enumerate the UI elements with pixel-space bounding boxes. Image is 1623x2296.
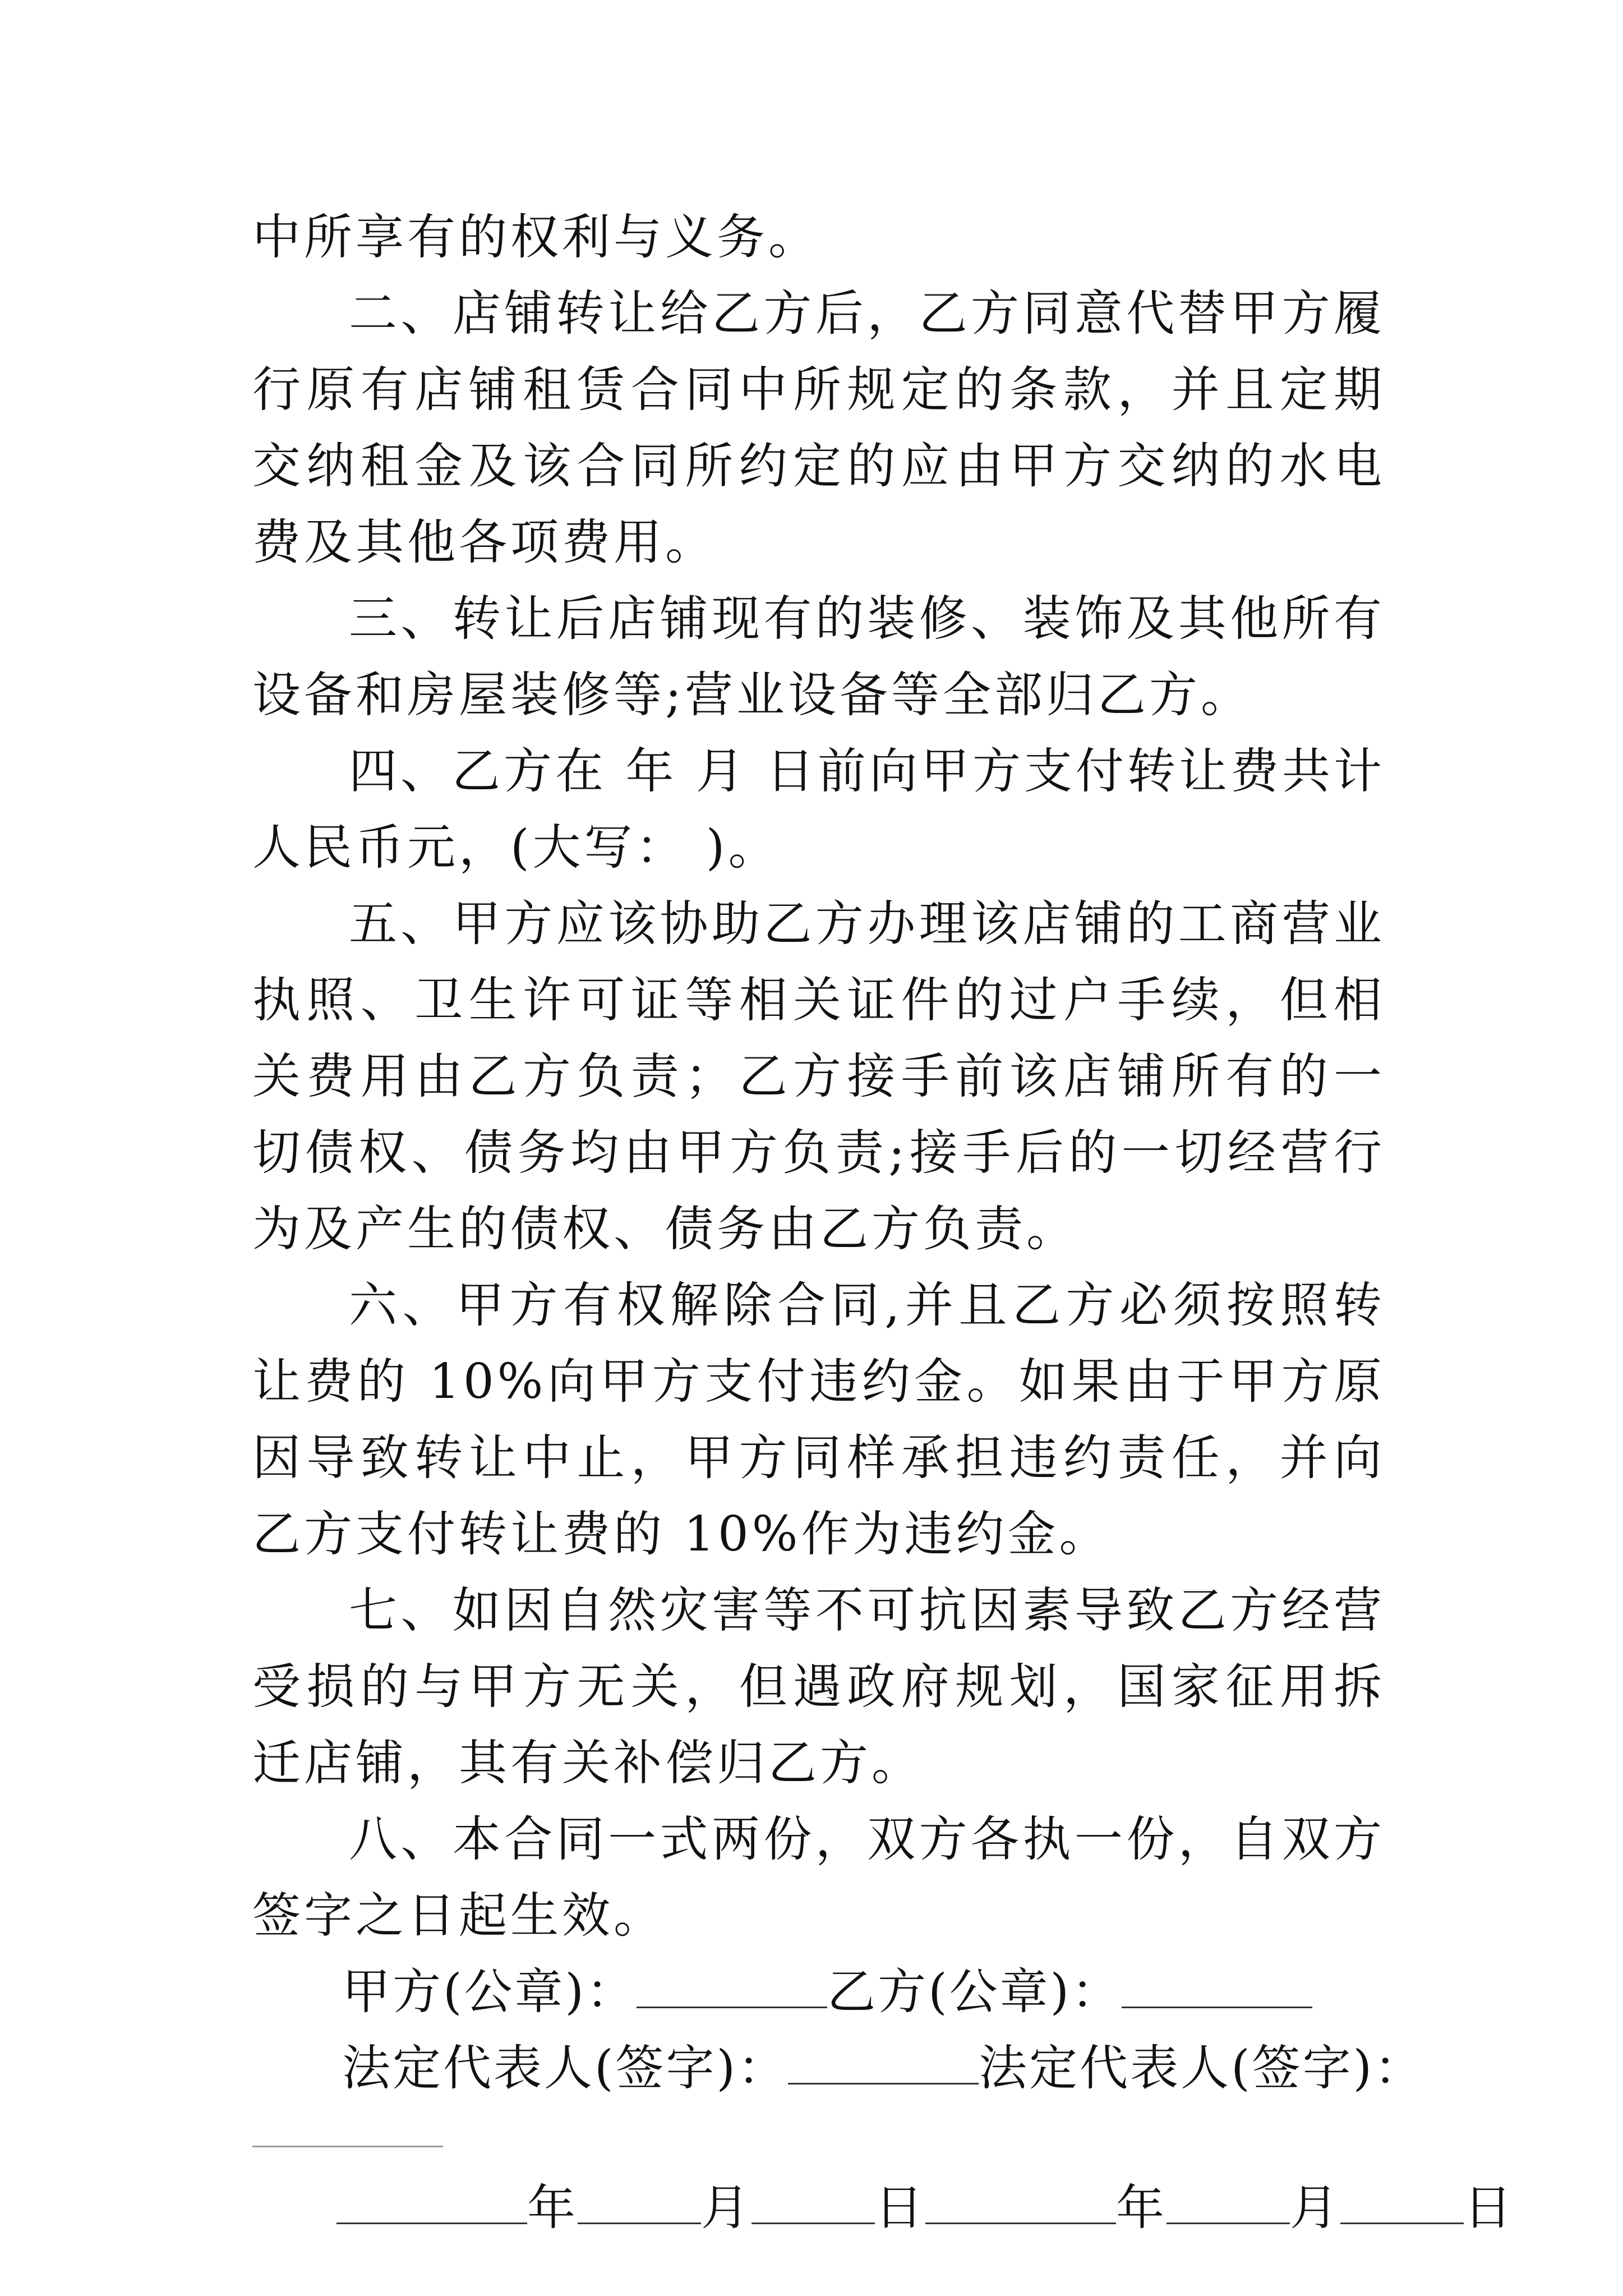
day-a-label: 日 — [875, 2180, 925, 2236]
party-b-seal-blank — [1122, 1967, 1312, 2008]
paragraph-clause-7: 七、如因自然灾害等不可抗因素导致乙方经营受损的与甲方无关，但遇政府规划，国家征用拆迁店铺，其有关补偿归乙方。 — [252, 1582, 1385, 1791]
year-b-blank — [925, 2183, 1116, 2224]
paragraph-clause-3: 三、转让后店铺现有的装修、装饰及其他所有设备和房屋装修等;营业设备等全部归乙方。 — [252, 591, 1385, 723]
month-a-blank — [578, 2183, 701, 2224]
year-a-label: 年 — [527, 2180, 578, 2236]
paragraph-1: 中所享有的权利与义务。 — [252, 209, 820, 265]
paragraph-clause-5: 五、甲方应该协助乙方办理该店铺的工商营业执照、卫生许可证等相关证件的过户手续，但相关费用由乙方负责；乙方接手前该店铺所有的一切债权、债务均由甲方负责;接手后的一切经营行为及产生的债权、债务由乙方负责。 — [252, 896, 1385, 1257]
paragraph-clause-8: 八、本合同一式两份，双方各执一份，自双方签字之日起生效。 — [252, 1811, 1385, 1944]
rep-a-blank — [788, 2044, 979, 2085]
paragraph-clause-6: 六、甲方有权解除合同,并且乙方必须按照转让费的 10%向甲方支付违约金。如果由于甲方原因导致转让中止，甲方同样承担违约责任，并向乙方支付转让费的 10%作为违约金。 — [252, 1277, 1385, 1562]
day-a-blank — [751, 2183, 875, 2224]
date-row — [252, 2170, 1514, 2246]
party-a-seal-blank — [637, 1967, 827, 2008]
paragraph-clause-4: 四、乙方在 年 月 日前向甲方支付转让费共计人民币元，(大写： )。 — [252, 743, 1386, 876]
seal-row — [252, 1954, 1385, 2030]
month-b-label: 月 — [1290, 2180, 1340, 2236]
representative-row — [252, 2030, 1425, 2106]
paragraph-clause-2: 二、店铺转让给乙方后，乙方同意代替甲方履行原有店铺租赁合同中所规定的条款，并且定期交纳租金及该合同所约定的应由甲方交纳的水电费及其他各项费用。 — [252, 286, 1385, 570]
rep-a-label: 法定代表人(签字)： — [342, 2040, 789, 2096]
day-b-blank — [1340, 2183, 1464, 2224]
year-b-label: 年 — [1116, 2180, 1166, 2236]
document-page — [252, 199, 1514, 2246]
day-b-label: 日 — [1464, 2180, 1514, 2236]
rep-b-blank-line — [252, 2146, 443, 2147]
party-a-seal-label: 甲方(公章)： — [342, 1964, 637, 2020]
rep-b-label: 法定代表人(签字)： — [979, 2040, 1425, 2096]
month-a-label: 月 — [701, 2180, 751, 2236]
year-a-blank — [336, 2183, 527, 2224]
party-b-seal-label: 乙方(公章)： — [827, 1964, 1122, 2020]
month-b-blank — [1166, 2183, 1290, 2224]
